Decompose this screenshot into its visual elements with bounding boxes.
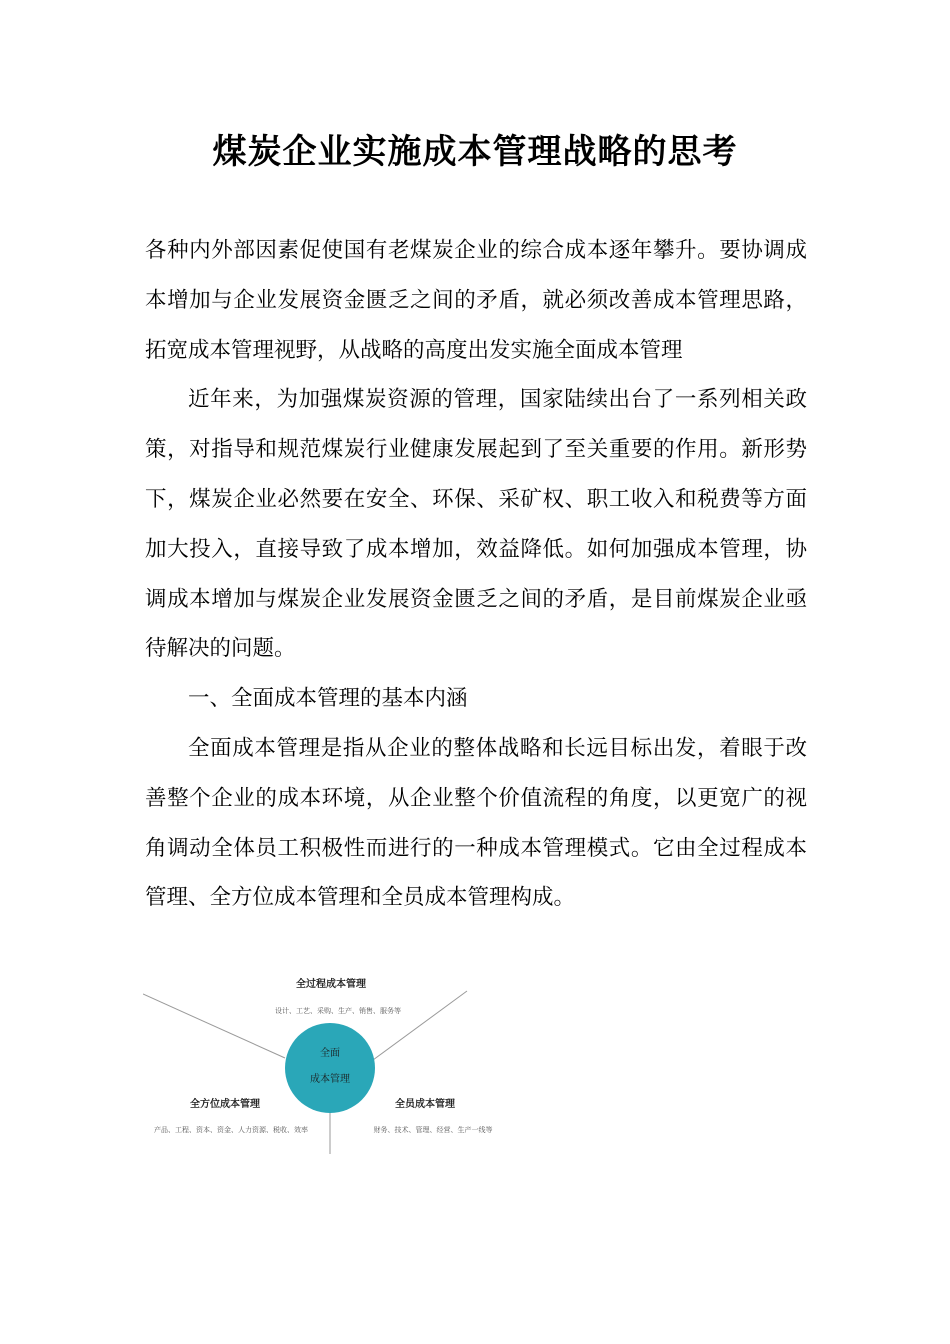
cost-management-diagram — [143, 962, 508, 1157]
right-node-title: 全员成本管理 — [395, 1099, 455, 1110]
connector-line-top-right — [373, 991, 467, 1060]
center-label-line1: 全面 — [320, 1048, 340, 1059]
center-circle — [285, 1023, 375, 1113]
paragraph-definition: 全面成本管理是指从企业的整体战略和长远目标出发，着眼于改善整个企业的成本环境，从企业整个价值流程的角度，以更宽广的视角调动全体员工积极性而进行的一种成本管理模式。它由全过程成本管理、全方位成本管理和全员成本管理构成。 — [145, 735, 807, 911]
paragraph-background: 近年来，为加强煤炭资源的管理，国家陆续出台了一系列相关政策，对指导和规范煤炭行业健康发展起到了至关重要的作用。新形势下，煤炭企业必然要在安全、环保、采矿权、职工收入和税费等方面加大投入，直接导致了成本增加，效益降低。如何加强成本管理，协调成本增加与煤炭企业发展资金匮乏之间的矛盾，是目前煤炭企业亟待解决的问题。 — [145, 387, 807, 662]
left-node-title: 全方位成本管理 — [190, 1099, 260, 1110]
connector-line-top-left — [143, 994, 285, 1058]
left-node-desc: 产品、工程、资本、资金、人力资源、税收、效率 — [154, 1126, 308, 1134]
page-title: 煤炭企业实施成本管理战略的思考 — [212, 132, 738, 172]
top-node-title: 全过程成本管理 — [296, 979, 366, 990]
top-node-desc: 设计、工艺、采购、生产、销售、服务等 — [275, 1007, 401, 1015]
section-heading: 一、全面成本管理的基本内涵 — [188, 686, 468, 712]
right-node-desc: 财务、技术、管理、经营、生产一线等 — [373, 1126, 493, 1134]
diagram-svg — [143, 962, 508, 1157]
article-body — [145, 226, 807, 923]
center-label-line2: 成本管理 — [310, 1074, 350, 1085]
paragraph-intro: 各种内外部因素促使国有老煤炭企业的综合成本逐年攀升。要协调成本增加与企业发展资金匮乏之间的矛盾，就必须改善成本管理思路，拓宽成本管理视野，从战略的高度出发实施全面成本管理 — [145, 238, 807, 363]
